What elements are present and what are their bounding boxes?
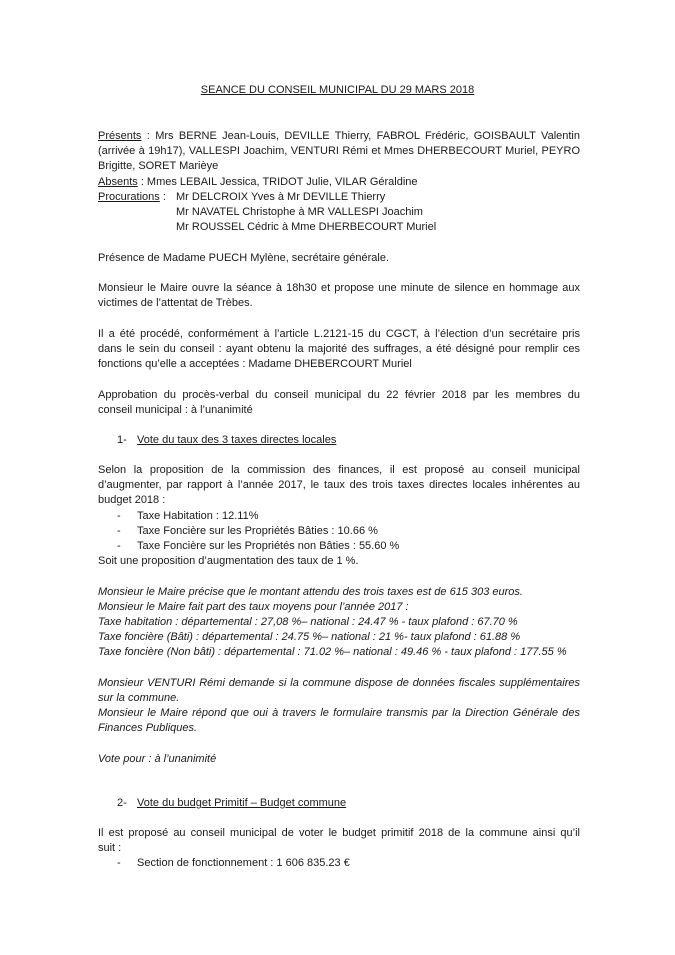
election-line-1: Il a été procédé, conformément à l’article L.2121-15 du CGCT, à l’élection d’un secrétaire pris [98, 328, 580, 340]
bullet-dash: - [117, 540, 121, 552]
absents-label: Absents [98, 176, 138, 188]
budget-bullet-item: Section de fonctionnement : 1 606 835.23 € [137, 857, 350, 869]
absents-text: : Mmes LEBAIL Jessica, TRIDOT Julie, VILAR Géraldine [140, 176, 418, 188]
approbation-line-1: Approbation du procès-verbal du conseil municipal du 22 février 2018 par les membres du [98, 389, 580, 401]
vote-line: Vote pour : à l’unanimité [98, 753, 217, 765]
approbation-line-2: conseil municipal : à l’unanimité [98, 404, 253, 416]
italic-note-line: Taxe foncière (Bâti) : départemental : 24.75 %– national : 21 %- taux plafond : 61.88 % [98, 631, 521, 643]
presents-line-1 [98, 129, 580, 144]
section-2-title: Vote du budget Primitif – Budget commune [137, 797, 347, 809]
tax-bullet-item: Taxe Foncière sur les Propriétés Bâties : 10.66 % [137, 525, 378, 537]
bullet-dash: - [117, 510, 121, 522]
ouverture-line-1: Monsieur le Maire ouvre la séance à 18h30 et propose une minute de silence en hommage aux [98, 282, 580, 294]
ouverture-line-2: victimes de l’attentat de Trèbes. [98, 297, 253, 309]
presents-line-2: (arrivée à 19h17), VALLESPI Joachim, VENTURI Rémi et Mmes DHERBECOURT Muriel, PEYRO [98, 145, 580, 157]
question-line-2: sur la commune. [98, 692, 180, 704]
election-line-2: dans le sein du conseil : ayant obtenu la majorité des suffrages, a été désigné pour remplir ces [98, 343, 580, 355]
italic-note-line: Taxe foncière (Non bâti) : départemental : 71.02 %– national : 49.46 % - taux plafond : 177.55 % [98, 646, 567, 658]
section-1-intro-1: Selon la proposition de la commission des finances, il est proposé au conseil municipal [98, 464, 580, 476]
italic-note-line: Taxe habitation : départemental : 27,08 %– national : 24.47 % - taux plafond : 67.70 % [98, 616, 518, 628]
bullet-dash: - [117, 525, 121, 537]
section-1-title: Vote du taux des 3 taxes directes locales [137, 434, 337, 446]
page-title: SEANCE DU CONSEIL MUNICIPAL DU 29 MARS 2018 [200, 84, 475, 96]
italic-note-line: Monsieur le Maire fait part des taux moyens pour l’année 2017 : [98, 601, 409, 613]
procuration-item: Mr ROUSSEL Cédric à Mme DHERBECOURT Muriel [176, 221, 437, 233]
absents-line [98, 175, 418, 190]
procuration-item: Mr DELCROIX Yves à Mr DEVILLE Thierry [176, 191, 386, 203]
procurations-line [98, 190, 166, 205]
procurations-label: Procurations [98, 191, 160, 203]
augmentation-line: Soit une proposition d’augmentation des taux de 1 %. [98, 555, 359, 567]
tax-bullet-item: Taxe Foncière sur les Propriétés non Bâties : 55.60 % [137, 540, 400, 552]
section-2-intro-2: suit : [98, 842, 122, 854]
presents-line-3: Brigitte, SORET Marièye [98, 160, 219, 172]
election-line-3: fonctions qu’elle a acceptées : Madame DHEBERCOURT Muriel [98, 358, 412, 370]
presents-text-1: : Mrs BERNE Jean-Louis, DEVILLE Thierry, FABROL Frédéric, GOISBAULT Valentin [146, 130, 580, 142]
bullet-dash: - [117, 857, 121, 869]
procuration-item: Mr NAVATEL Christophe à MR VALLESPI Joachim [176, 206, 423, 218]
section-1-intro-2: d’augmenter, par rapport à l’année 2017, le taux des trois taxes directes locales inhérentes au [98, 479, 580, 491]
procurations-colon: : [162, 191, 166, 203]
secretaire-paragraph: Présence de Madame PUECH Mylène, secrétaire générale. [98, 252, 390, 264]
section-1-intro-3: budget 2018 : [98, 494, 166, 506]
section-1-number: 1- [117, 434, 127, 446]
section-2-number: 2- [117, 797, 127, 809]
tax-bullet-item: Taxe Habitation : 12.11% [137, 510, 259, 522]
presents-label: Présents [98, 130, 142, 142]
question-line-1: Monsieur VENTURI Rémi demande si la commune dispose de données fiscales supplémentaires [98, 677, 580, 689]
section-2-intro-1: Il est proposé au conseil municipal de voter le budget primitif 2018 de la commune ainsi qu’il [98, 827, 580, 839]
answer-line-1: Monsieur le Maire répond que oui à travers le formulaire transmis par la Direction Générale des [98, 707, 580, 719]
answer-line-2: Finances Publiques. [98, 722, 198, 734]
italic-note-line: Monsieur le Maire précise que le montant attendu des trois taxes est de 615 303 euros. [98, 586, 523, 598]
